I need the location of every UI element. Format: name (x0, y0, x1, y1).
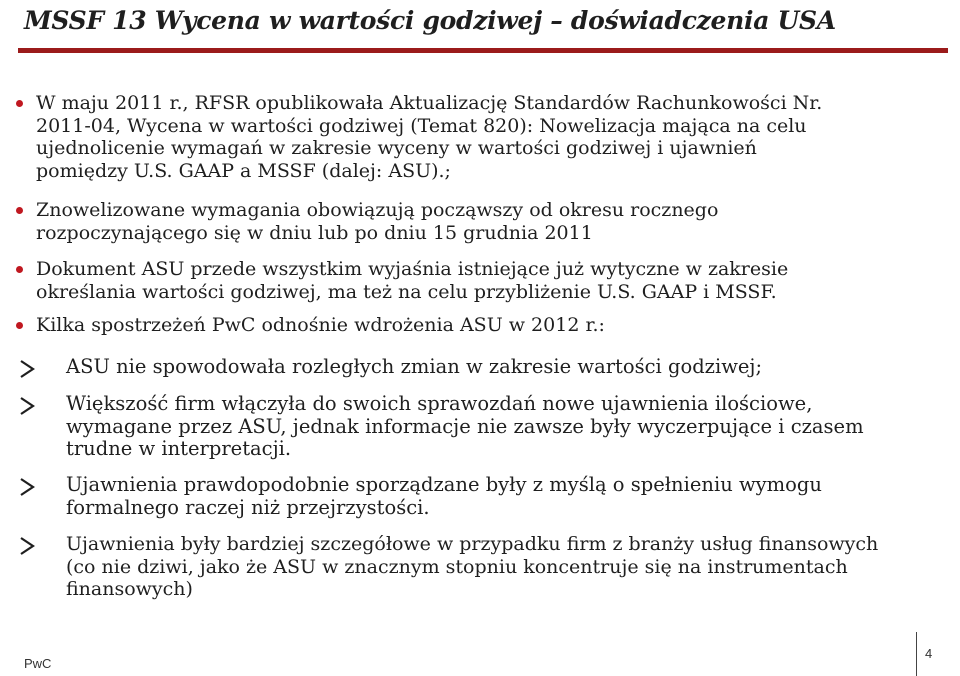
slide-title: MSSF 13 Wycena w wartości godziwej – doświadczenia USA (24, 6, 836, 35)
sub-bullet-text (66, 474, 956, 519)
sub-bullet-line: wymagane przez ASU, jednak informacje nie zawsze były wyczerpujące i czasem (66, 414, 864, 438)
footer-divider (916, 632, 917, 676)
sub-bullet-line: trudne w interpretacji. (66, 437, 292, 460)
arrowhead-icon (18, 358, 36, 380)
title-bar (18, 0, 948, 52)
bullet-line: 2011-04, Wycena w wartości godziwej (Temat 820): Nowelizacja mająca na celu (36, 114, 807, 137)
sub-bullet-text (66, 533, 956, 601)
sub-bullet-line: Ujawnienia były bardziej szczegółowe w przypadku firm z branży usług finansowych (66, 533, 879, 555)
footer-brand: PwC (24, 656, 52, 671)
bullet-line: rozpoczynającego się w dniu lub po dniu 15 grudnia 2011 (36, 221, 593, 244)
bullet-line: ujednolicenie wymagań w zakresie wyceny w wartości godziwej i ujawnień (36, 137, 757, 159)
sub-bullet-line: Większość firm włączyła do swoich sprawozdań nowe ujawnienia ilościowe, (66, 392, 813, 415)
sub-bullet-text (66, 356, 956, 379)
bullet-text (36, 314, 936, 337)
arrowhead-icon (18, 535, 36, 557)
page-number: 4 (925, 646, 933, 661)
bullet-line: określania wartości godziwej, ma też na celu przybliżenie U.S. GAAP i MSSF. (36, 280, 777, 303)
title-underline (18, 48, 948, 53)
bullet-dot-icon (16, 100, 23, 107)
bullet-line: W maju 2011 r., RFSR opublikowała Aktualizację Standardów Rachunkowości Nr. (36, 92, 823, 114)
bullet-text (36, 258, 936, 303)
sub-bullet-line: ASU nie spowodowała rozległych zmian w zakresie wartości godziwej; (66, 355, 763, 378)
sub-bullet-line: finansowych) (66, 578, 193, 600)
sub-bullet-line: formalnego raczej niż przejrzystości. (66, 495, 430, 519)
bullet-text (36, 199, 936, 244)
sub-bullet-line: Ujawnienia prawdopodobnie sporządzane były z myślą o spełnieniu wymogu (66, 473, 822, 496)
bullet-dot-icon (16, 322, 23, 329)
bullet-line: Kilka spostrzeżeń PwC odnośnie wdrożenia ASU w 2012 r.: (36, 314, 605, 336)
bullet-line: Dokument ASU przede wszystkim wyjaśnia istniejące już wytyczne w zakresie (36, 258, 789, 280)
bullet-line: pomiędzy U.S. GAAP a MSSF (dalej: ASU).; (36, 159, 451, 182)
sub-bullet-text (66, 393, 956, 461)
sub-bullet-line: (co nie dziwi, jako że ASU w znacznym stopniu koncentruje się na instrumentach (66, 555, 848, 578)
bullet-dot-icon (16, 207, 23, 214)
bullet-dot-icon (16, 266, 23, 273)
arrowhead-icon (18, 395, 36, 417)
bullet-text (36, 92, 936, 182)
arrowhead-icon (18, 476, 36, 498)
bullet-line: Znowelizowane wymagania obowiązują począwszy od okresu rocznego (36, 199, 719, 221)
